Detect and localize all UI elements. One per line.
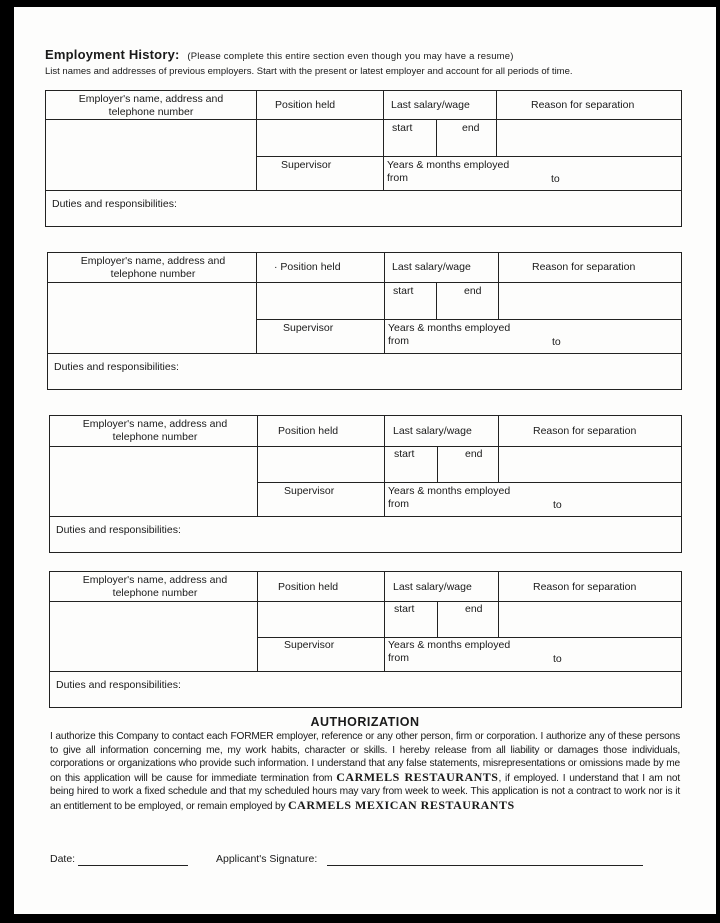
salary-end-label: end: [465, 448, 483, 460]
employer-name-header: Employer's name, address and telephone number: [82, 574, 228, 599]
employer-name-header: Employer's name, address and telephone number: [82, 418, 228, 443]
position-held-header: · Position held: [274, 261, 341, 273]
title-note: (Please complete this entire section even though you may have a resume): [187, 51, 514, 62]
reason-separation-header: Reason for separation: [531, 99, 635, 111]
salary-start-label: start: [393, 285, 414, 297]
supervisor-label: Supervisor: [284, 485, 335, 497]
application-page: [14, 7, 716, 914]
last-salary-header: Last salary/wage: [391, 99, 470, 111]
authorization-text: I authorize this Company to contact each FORMER employer, reference or any other person, firm or corporation. I authorize any of these persons to give all information concerning me, my work habits, character or skills. I hereby release from all liability or damages those individuals, corporations or organizations who provide such information. I understand that any false statements, misrepresentations or omissions made by me on this application will be cause for immediate termination from CARMELS RESTAURANTS, if employed. I understand that I am not being hired to work a fixed schedule and that my scheduled hours may vary from week to week. This application is not a contract to work nor is it an entitlement to be employed, or remain employed by CARMELS MEXICAN RESTAURANTS: [50, 731, 680, 812]
to-label: to: [553, 499, 562, 511]
employer-name-header: Employer's name, address and telephone number: [80, 255, 226, 280]
years-months-label: Years & months employed from: [387, 159, 510, 184]
position-held-header: Position held: [278, 581, 339, 593]
duties-label: Duties and responsibilities:: [52, 198, 177, 210]
salary-start-label: start: [394, 603, 415, 615]
years-months-label: Years & months employed from: [388, 485, 511, 510]
years-months-label: Years & months employed from: [388, 322, 511, 347]
last-salary-header: Last salary/wage: [393, 581, 472, 593]
title-main: Employment History:: [45, 47, 180, 62]
position-held-header: Position held: [275, 99, 336, 111]
position-held-header: Position held: [278, 425, 339, 437]
to-label: to: [551, 173, 560, 185]
employer-block-4: [49, 571, 682, 708]
reason-separation-header: Reason for separation: [533, 581, 637, 593]
salary-end-label: end: [462, 122, 480, 134]
signature-line[interactable]: [327, 865, 643, 866]
supervisor-label: Supervisor: [281, 159, 332, 171]
salary-end-label: end: [465, 603, 483, 615]
reason-separation-header: Reason for separation: [533, 425, 637, 437]
salary-start-label: start: [394, 448, 415, 460]
duties-label: Duties and responsibilities:: [56, 679, 181, 691]
duties-label: Duties and responsibilities:: [54, 361, 179, 373]
last-salary-header: Last salary/wage: [393, 425, 472, 437]
employer-block-2: [47, 252, 682, 390]
supervisor-label: Supervisor: [284, 639, 335, 651]
section-title: [45, 47, 514, 62]
years-months-label: Years & months employed from: [388, 639, 511, 664]
reason-separation-header: Reason for separation: [532, 261, 636, 273]
section-instructions: List names and addresses of previous employers. Start with the present or latest employer and account for all periods of time.: [45, 66, 573, 77]
duties-label: Duties and responsibilities:: [56, 524, 181, 536]
to-label: to: [552, 336, 561, 348]
date-line[interactable]: [78, 865, 188, 866]
last-salary-header: Last salary/wage: [392, 261, 471, 273]
to-label: to: [553, 653, 562, 665]
employer-block-3: [49, 415, 682, 553]
employer-name-header: Employer's name, address and telephone number: [78, 93, 224, 118]
applicant-signature-label: Applicant's Signature:: [216, 853, 318, 865]
supervisor-label: Supervisor: [283, 322, 334, 334]
date-label: Date:: [50, 853, 76, 865]
salary-start-label: start: [392, 122, 413, 134]
authorization-title: AUTHORIZATION: [310, 715, 420, 729]
employer-block-1: [45, 90, 682, 227]
salary-end-label: end: [464, 285, 482, 297]
